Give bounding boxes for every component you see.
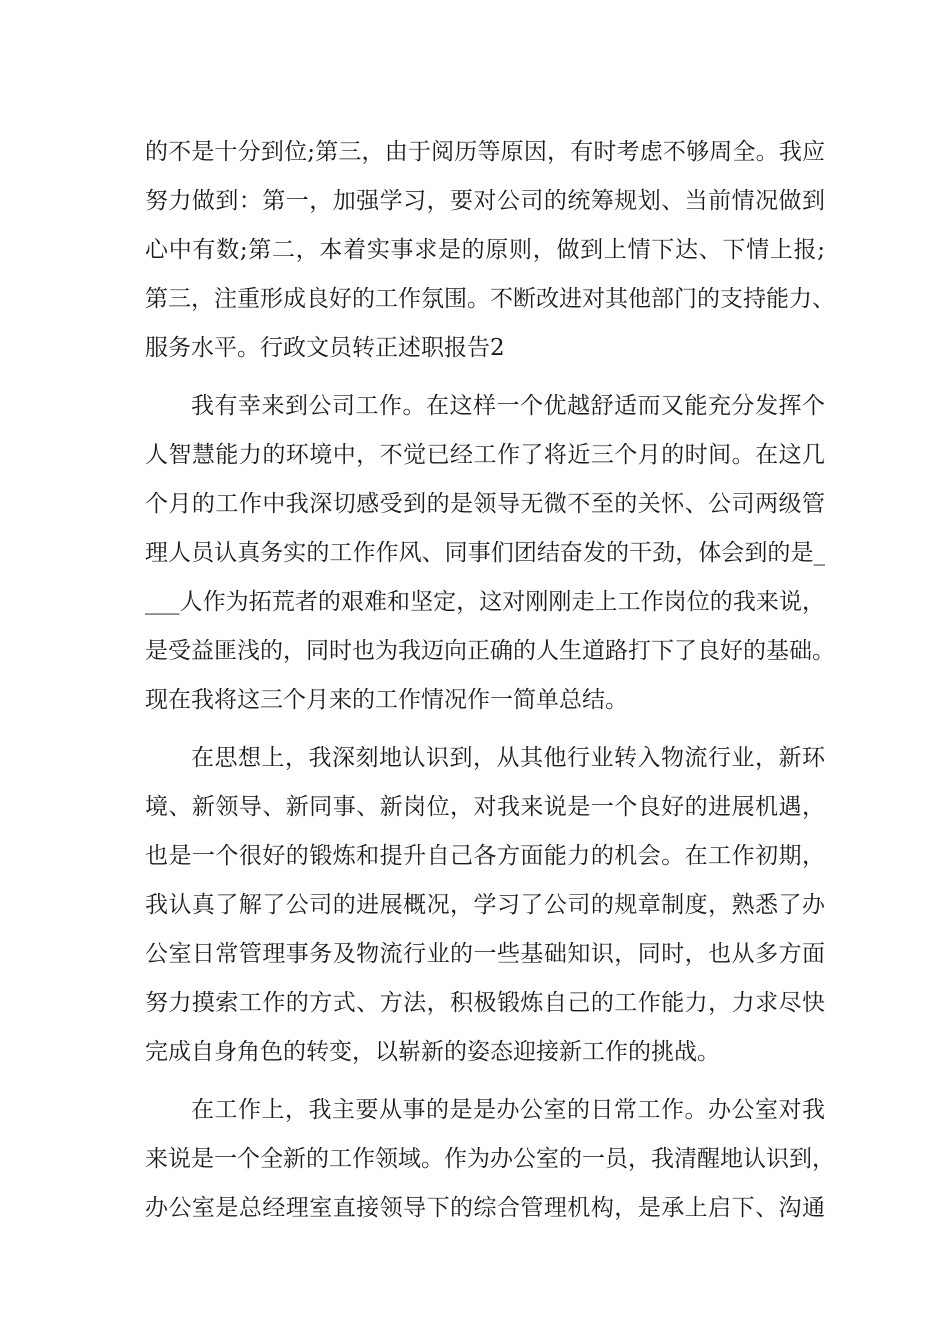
text-line: 公室日常管理事务及物流行业的一些基础知识，同时，也从多方面 (145, 941, 825, 967)
paragraph-2 (145, 382, 835, 725)
paragraph-4 (145, 1086, 835, 1233)
text-line: 现在我将这三个月来的工作情况作一简单总结。 (145, 687, 628, 713)
document-body (145, 128, 835, 1233)
text-line: 我有幸来到公司工作。在这样一个优越舒适而又能充分发挥个 (191, 393, 825, 419)
text-line: 服务水平。行政文员转正述职报告2 (145, 335, 505, 361)
text-line: 心中有数;第二，本着实事求是的原则，做到上情下达、下情上报; (145, 237, 825, 263)
text-line: 个月的工作中我深切感受到的是领导无微不至的关怀、公司两级管 (145, 491, 825, 517)
text-line: 努力做到：第一，加强学习，要对公司的统筹规划、当前情况做到 (145, 188, 825, 214)
text-line: 理人员认真务实的工作作风、同事们团结奋发的干劲，体会到的是_ (145, 540, 825, 566)
text-line: 在思想上，我深刻地认识到，从其他行业转入物流行业，新环 (191, 745, 825, 771)
paragraph-3 (145, 734, 825, 1077)
text-line: 境、新领导、新同事、新岗位，对我来说是一个良好的进展机遇， (145, 794, 825, 820)
text-line: 是受益匪浅的，同时也为我迈向正确的人生道路打下了良好的基础。 (145, 638, 835, 664)
text-line: 第三，注重形成良好的工作氛围。不断改进对其他部门的支持能力、 (145, 286, 835, 312)
text-line: 在工作上，我主要从事的是是办公室的日常工作。办公室对我 (191, 1097, 825, 1123)
text-line: ___人作为拓荒者的艰难和坚定，这对刚刚走上工作岗位的我来说， (145, 589, 825, 615)
paragraph-1 (145, 128, 835, 373)
text-line: 的不是十分到位;第三，由于阅历等原因，有时考虑不够周全。我应 (145, 139, 825, 165)
text-line: 来说是一个全新的工作领域。作为办公室的一员，我清醒地认识到， (145, 1146, 835, 1172)
text-line: 完成自身角色的转变，以崭新的姿态迎接新工作的挑战。 (145, 1039, 720, 1065)
text-line: 努力摸索工作的方式、方法，积极锻炼自己的工作能力，力求尽快 (145, 990, 825, 1016)
text-line: 也是一个很好的锻炼和提升自己各方面能力的机会。在工作初期， (145, 843, 825, 869)
text-line: 办公室是总经理室直接领导下的综合管理机构，是承上启下、沟通 (145, 1195, 825, 1221)
text-line: 人智慧能力的环境中，不觉已经工作了将近三个月的时间。在这几 (145, 442, 825, 468)
text-line: 我认真了解了公司的进展概况，学习了公司的规章制度，熟悉了办 (145, 892, 825, 918)
